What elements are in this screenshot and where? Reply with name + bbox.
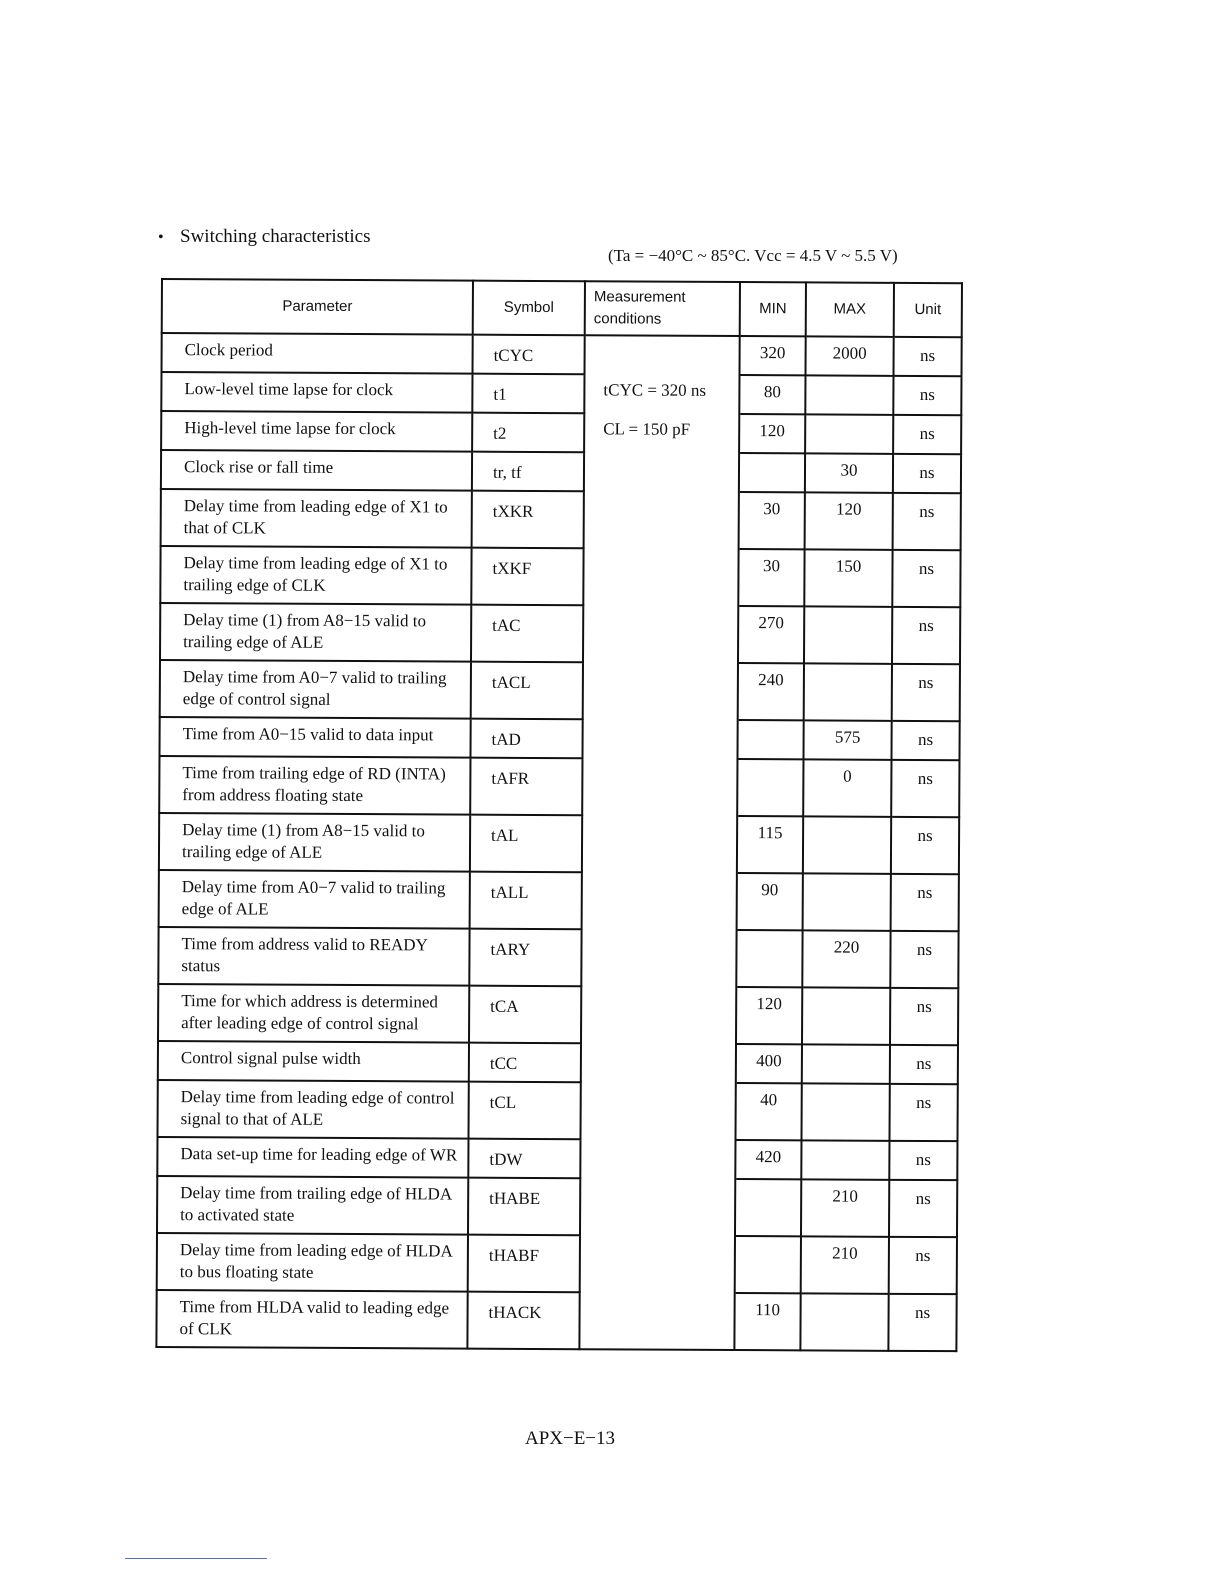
max-cell: 2000: [805, 336, 893, 375]
parameter-cell: Data set-up time for leading edge of WR: [157, 1137, 468, 1178]
unit-cell: ns: [893, 493, 961, 550]
min-cell: 30: [738, 549, 804, 606]
parameter-cell: Clock period: [162, 333, 473, 374]
unit-cell: ns: [890, 1045, 958, 1084]
header-unit: Unit: [894, 283, 962, 337]
min-cell: 120: [736, 987, 802, 1044]
symbol-cell: tALL: [470, 872, 582, 930]
max-cell: [803, 816, 891, 873]
min-cell: [737, 720, 803, 759]
max-cell: 150: [804, 549, 892, 606]
bullet: •: [158, 229, 164, 246]
min-cell: 240: [738, 663, 804, 720]
symbol-cell: tr, tf: [472, 452, 584, 492]
parameter-cell: Delay time from A0−7 valid to trailing edge of ALE: [159, 870, 470, 929]
table-row: [159, 756, 959, 817]
table-row: [161, 411, 961, 454]
symbol-cell: tAFR: [470, 758, 582, 816]
parameter-cell: Low-level time lapse for clock: [161, 372, 472, 413]
table-row: [159, 717, 959, 760]
table-row: [161, 372, 961, 415]
max-cell: [805, 375, 893, 414]
measurement-cell: [580, 1139, 735, 1179]
min-cell: [739, 453, 805, 492]
unit-cell: ns: [889, 1237, 957, 1294]
max-cell: 30: [805, 453, 893, 492]
unit-cell: ns: [889, 1180, 957, 1237]
min-cell: [735, 1236, 801, 1293]
table-row: [158, 1041, 958, 1084]
measurement-cell: [583, 605, 738, 663]
max-cell: [801, 1140, 889, 1179]
table-row: [157, 1176, 957, 1237]
symbol-cell: t1: [472, 374, 584, 414]
unit-cell: ns: [891, 760, 959, 817]
measurement-cell: [580, 1178, 735, 1236]
max-cell: 210: [801, 1236, 889, 1293]
header-min: MIN: [740, 282, 806, 336]
parameter-cell: High-level time lapse for clock: [161, 411, 472, 452]
min-cell: 320: [739, 336, 805, 375]
parameter-cell: Delay time from leading edge of HLDA to bus floating state: [157, 1233, 468, 1292]
parameter-cell: Delay time from leading edge of X1 to trailing edge of CLK: [160, 546, 471, 605]
measurement-cell: [582, 758, 737, 816]
max-cell: 210: [801, 1179, 889, 1236]
measurement-cell: [579, 1292, 734, 1350]
unit-cell: ns: [893, 415, 961, 454]
measurement-cell: [581, 986, 736, 1044]
measurement-cell: [581, 929, 736, 987]
measurement-cell: [582, 872, 737, 930]
symbol-cell: tCA: [469, 986, 581, 1044]
symbol-cell: tCYC: [473, 335, 585, 375]
min-cell: 270: [738, 606, 804, 663]
max-cell: [800, 1293, 888, 1350]
table-row: [156, 1290, 956, 1351]
table-row: [158, 1080, 958, 1141]
parameter-cell: Time from A0−15 valid to data input: [159, 717, 470, 758]
parameter-cell: Time from address valid to READY status: [158, 927, 469, 986]
measurement-cell: [583, 662, 738, 720]
unit-cell: ns: [892, 607, 960, 664]
unit-cell: ns: [893, 337, 961, 376]
table-row: [158, 927, 958, 988]
table-row: [160, 603, 960, 664]
header-symbol: Symbol: [473, 281, 585, 336]
unit-cell: ns: [891, 721, 959, 760]
max-cell: [803, 873, 891, 930]
max-cell: 120: [805, 492, 893, 549]
min-cell: [737, 759, 803, 816]
min-cell: 80: [739, 375, 805, 414]
header-max: MAX: [806, 282, 894, 336]
operating-conditions: (Ta = −40°C ~ 85°C. Vcc = 4.5 V ~ 5.5 V): [608, 246, 898, 265]
min-cell: 40: [735, 1083, 801, 1140]
header-parameter: Parameter: [162, 279, 473, 335]
unit-cell: ns: [893, 376, 961, 415]
table-row: [160, 660, 960, 721]
parameter-cell: Control signal pulse width: [158, 1041, 469, 1082]
parameter-cell: Delay time from leading edge of control signal to that of ALE: [158, 1080, 469, 1139]
unit-cell: ns: [891, 874, 959, 931]
table-row: [161, 450, 961, 493]
min-cell: 120: [739, 414, 805, 453]
min-cell: 420: [735, 1140, 801, 1179]
min-cell: 400: [736, 1044, 802, 1083]
symbol-cell: tAC: [471, 605, 583, 663]
max-cell: [804, 663, 892, 720]
header-measurement-conditions: Measurement conditions: [585, 281, 740, 336]
symbol-cell: tCC: [469, 1043, 581, 1083]
measurement-cell: [580, 1082, 735, 1140]
parameter-cell: Delay time (1) from A8−15 valid to trailing edge of ALE: [160, 603, 471, 662]
section-heading-text: Switching characteristics: [180, 226, 371, 247]
page-number: APX−E−13: [524, 1428, 616, 1449]
unit-cell: ns: [889, 1141, 957, 1180]
parameter-cell: Delay time from A0−7 valid to trailing edge of control signal: [160, 660, 471, 719]
parameter-cell: Delay time from leading edge of X1 to that of CLK: [161, 489, 472, 548]
max-cell: 575: [803, 720, 891, 759]
table-row: [160, 546, 960, 607]
footer-rule: [125, 1558, 267, 1559]
parameter-cell: Delay time (1) from A8−15 valid to trailing edge of ALE: [159, 813, 470, 872]
measurement-cell: CL = 150 pF: [584, 413, 739, 453]
measurement-cell: tCYC = 320 ns: [584, 374, 739, 414]
min-cell: 115: [737, 816, 803, 873]
max-cell: [804, 606, 892, 663]
unit-cell: ns: [889, 1084, 957, 1141]
min-cell: 110: [734, 1293, 800, 1350]
measurement-cell: [582, 719, 737, 759]
measurement-cell: [582, 815, 737, 873]
symbol-cell: tAL: [470, 815, 582, 873]
symbol-cell: tHABF: [468, 1235, 580, 1293]
unit-cell: ns: [892, 664, 960, 721]
max-cell: 0: [803, 759, 891, 816]
unit-cell: ns: [892, 550, 960, 607]
measurement-cell: [583, 548, 738, 606]
parameter-cell: Clock rise or fall time: [161, 450, 472, 491]
table-row: [161, 489, 961, 550]
table-row: [157, 1233, 957, 1294]
parameter-cell: Time from trailing edge of RD (INTA) from address floating state: [159, 756, 470, 815]
max-cell: [802, 1044, 890, 1083]
unit-cell: ns: [891, 817, 959, 874]
unit-cell: ns: [888, 1294, 956, 1351]
measurement-cell: [580, 1235, 735, 1293]
switching-characteristics-table: [155, 278, 963, 1352]
table-row: [162, 333, 962, 376]
min-cell: 90: [737, 873, 803, 930]
table-row: [159, 870, 959, 931]
symbol-cell: tACL: [471, 662, 583, 720]
min-cell: [736, 930, 802, 987]
unit-cell: ns: [890, 988, 958, 1045]
unit-cell: ns: [890, 931, 958, 988]
parameter-cell: Time for which address is determined after leading edge of control signal: [158, 984, 469, 1043]
measurement-cell: [584, 491, 739, 549]
min-cell: [735, 1179, 801, 1236]
table-row: [159, 813, 959, 874]
symbol-cell: tCL: [468, 1082, 580, 1140]
section-heading: [158, 226, 370, 248]
parameter-cell: Time from HLDA valid to leading edge of CLK: [156, 1290, 467, 1349]
max-cell: 220: [802, 930, 890, 987]
symbol-cell: tHACK: [467, 1292, 579, 1350]
symbol-cell: tAD: [470, 719, 582, 759]
max-cell: [801, 1083, 889, 1140]
unit-cell: ns: [893, 454, 961, 493]
symbol-cell: tARY: [469, 929, 581, 987]
max-cell: [805, 414, 893, 453]
symbol-cell: tDW: [468, 1139, 580, 1179]
symbol-cell: tXKF: [471, 548, 583, 606]
measurement-cell: [581, 1043, 736, 1083]
min-cell: 30: [739, 492, 805, 549]
header-row: [162, 279, 962, 337]
symbol-cell: tHABE: [468, 1178, 580, 1236]
measurement-cell: [584, 452, 739, 492]
parameter-cell: Delay time from trailing edge of HLDA to activated state: [157, 1176, 468, 1235]
measurement-cell: [585, 335, 740, 375]
symbol-cell: tXKR: [472, 491, 584, 549]
max-cell: [802, 987, 890, 1044]
table-row: [158, 984, 958, 1045]
table-row: [157, 1137, 957, 1180]
symbol-cell: t2: [472, 413, 584, 453]
